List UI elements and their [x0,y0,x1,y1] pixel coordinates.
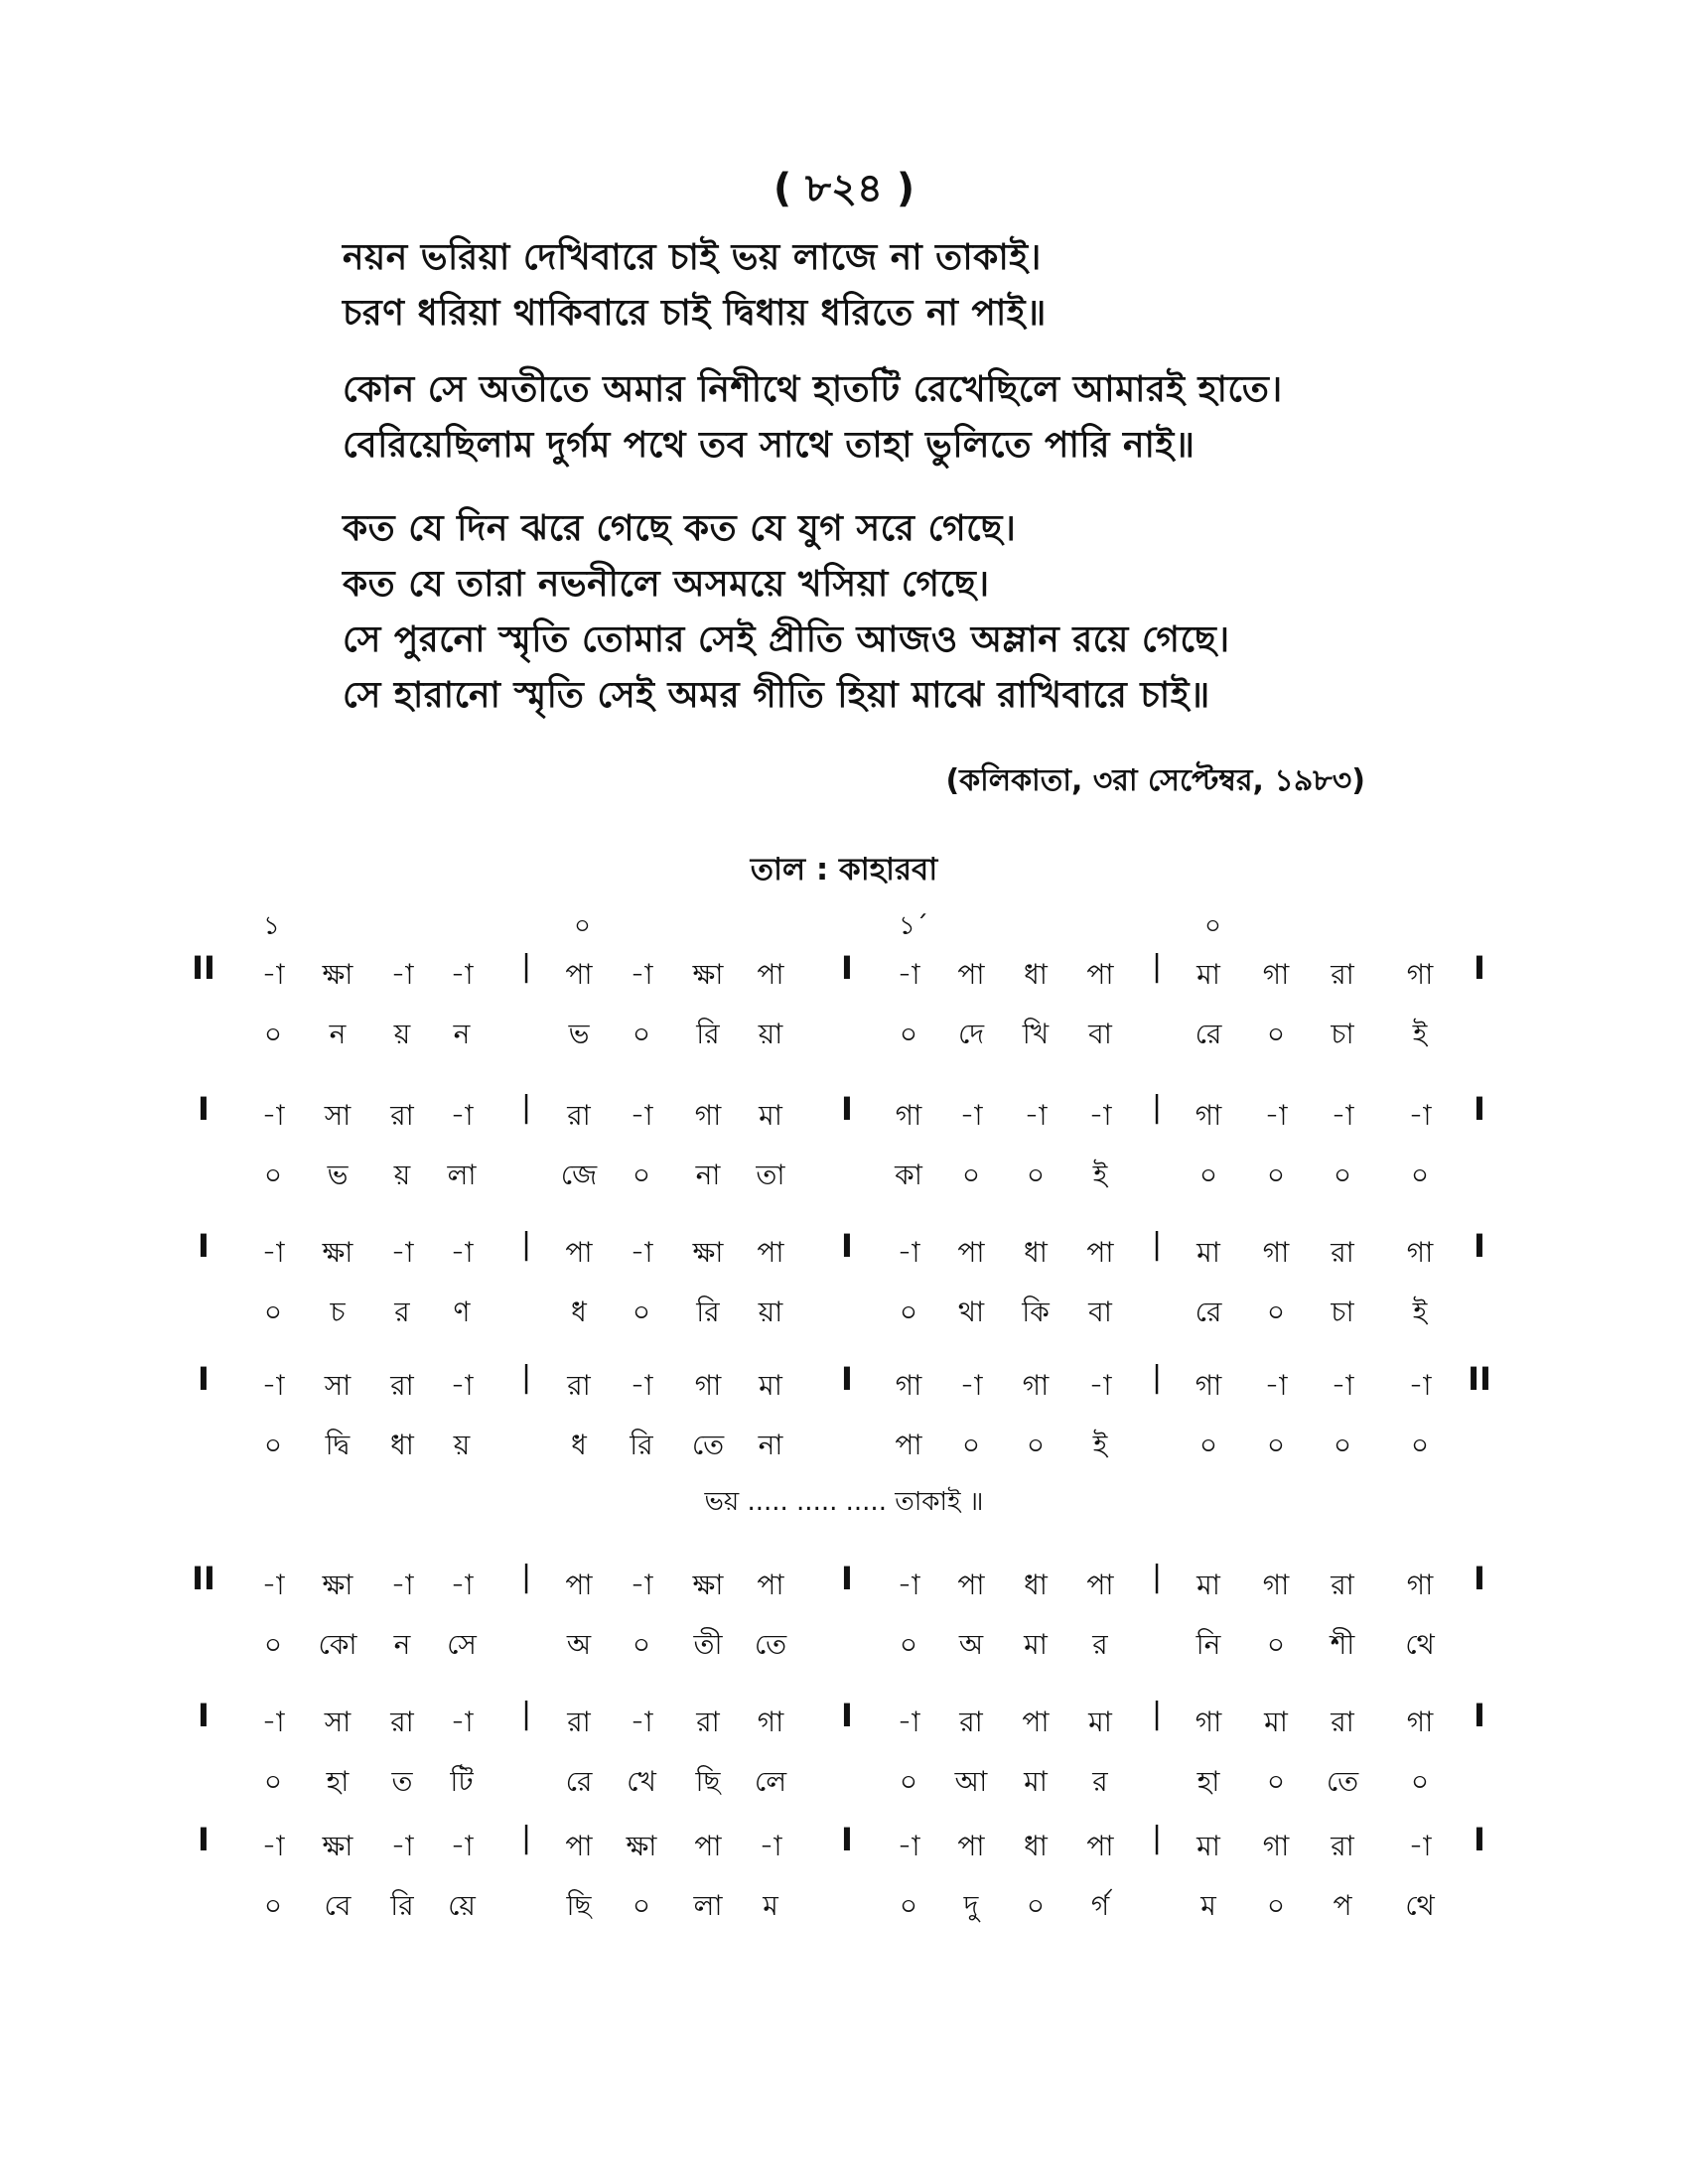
lyric-syllable: টি [450,1765,474,1798]
bar-line: | [1151,949,1163,984]
swara-note: পা [957,958,985,991]
lyric-line: সে পুরনো স্মৃতি তোমার সেই প্রীতি আজও অম্লান রয়ে গেছে। [343,619,1230,660]
swara-note: -া [897,1236,920,1269]
lyric-syllable: বে [324,1889,352,1922]
lyric-syllable: ম [763,1889,778,1922]
lyric-syllable: রি [696,1018,720,1050]
lyric-syllable: খে [627,1765,656,1798]
lyric-syllable: ম [1200,1889,1216,1922]
swara-note: মা [1088,1706,1112,1738]
swara-note: গা [694,1099,722,1132]
swara-note: -া [630,1706,653,1738]
lyric-syllable: ০ [1026,1889,1046,1922]
swara-note: রা [567,1706,591,1738]
lyric-syllable: ০ [1266,1018,1286,1050]
lyric-syllable: ০ [961,1429,981,1461]
swara-note: গা [1406,1569,1434,1601]
lyric-syllable: জে [560,1159,598,1191]
swara-note: পা [757,1569,784,1601]
lyric-syllable: তে [691,1429,725,1461]
swara-note: -া [630,1099,653,1132]
lyric-line: বেরিয়েছিলাম দুর্গম পথে তব সাথে তাহা ভুলিতে পারি নাই॥ [343,425,1196,466]
swara-note: -া [897,958,920,991]
bar-line: I [198,1821,210,1858]
lyric-syllable: ০ [1026,1429,1046,1461]
swara-note: রা [1331,1569,1354,1601]
swara-note: -া [390,958,414,991]
swara-note: ক্ষা [322,1569,353,1601]
lyric-syllable: ০ [1198,1429,1218,1461]
swara-note: পা [565,1830,593,1862]
swara-note: রা [567,1099,591,1132]
lyric-syllable: ০ [1266,1889,1286,1922]
lyric-syllable: না [758,1429,783,1461]
lyric-syllable: ন [329,1018,347,1050]
beat-mark: ০ [574,911,591,941]
swara-note: -া [261,1706,285,1738]
lyric-syllable: বা [1088,1296,1112,1328]
swara-note: -া [1408,1099,1432,1132]
swara-note: গা [1195,1099,1222,1132]
swara-note: পা [565,1569,593,1601]
swara-note: ধা [1024,1830,1048,1862]
lyric-syllable: র [394,1296,410,1328]
bar-line: | [1151,1090,1163,1125]
lyric-syllable: চা [1331,1018,1354,1050]
bar-line: | [1151,1697,1163,1731]
swara-note: মা [1196,1830,1220,1862]
bar-line: I [198,1227,210,1265]
lyric-syllable: লা [693,1889,723,1922]
swara-note: পা [565,1236,593,1269]
swara-note: পা [957,1830,985,1862]
bar-line: | [1151,1560,1163,1594]
swara-note: মা [1264,1706,1288,1738]
lyric-syllable: ই [1412,1018,1428,1050]
lyric-syllable: ০ [1410,1159,1430,1191]
swara-note: -া [759,1830,782,1862]
lyric-syllable: রে [1195,1018,1222,1050]
swara-note: -া [450,1369,474,1402]
lyric-syllable: ০ [1198,1159,1218,1191]
lyric-syllable: ন [453,1018,471,1050]
swara-note: রা [696,1706,720,1738]
lyric-syllable: শী [1330,1628,1355,1661]
swara-note: -া [1331,1369,1354,1402]
page-number: ( ৮২৪ ) [773,166,915,211]
swara-note: -া [1408,1369,1432,1402]
bar-line: I [841,1227,853,1265]
lyric-syllable: থা [957,1296,985,1328]
bar-line: | [520,949,532,984]
lyric-syllable: থে [1405,1628,1435,1661]
swara-note: -া [1024,1099,1048,1132]
lyric-syllable: তী [693,1628,723,1661]
lyric-syllable: আ [954,1765,988,1798]
swara-note: -া [261,1569,285,1601]
place-date: (কলিকাতা, ৩রা সেপ্টেম্বর, ১৯৮৩) [945,763,1365,798]
lyric-syllable: ০ [632,1628,651,1661]
lyric-syllable: দ্বি [325,1429,351,1461]
swara-note: পা [1086,1830,1114,1862]
lyric-syllable: ধা [390,1429,414,1461]
bar-line: II [192,949,215,987]
lyric-syllable: য় [393,1018,411,1050]
lyric-syllable: তা [756,1159,785,1191]
swara-note: ধা [1024,958,1048,991]
swara-note: গা [1195,1706,1222,1738]
swara-note: রা [1331,1236,1354,1269]
lyric-line: নয়ন ভরিয়া দেখিবারে চাই ভয় লাজে না তাকাই। [343,237,1042,278]
swara-note: রা [1331,958,1354,991]
lyric-syllable: ই [1092,1159,1108,1191]
lyric-syllable: ০ [1266,1296,1286,1328]
lyric-syllable: ০ [899,1018,918,1050]
swara-note: -া [1264,1369,1288,1402]
swara-note: সা [324,1369,352,1402]
swara-note: -া [450,958,474,991]
lyric-syllable: রে [1195,1296,1222,1328]
swara-note: -া [630,1369,653,1402]
lyric-syllable: কো [318,1628,357,1661]
lyric-syllable: ০ [1410,1429,1430,1461]
swara-note: -া [450,1099,474,1132]
lyric-syllable: হা [326,1765,350,1798]
lyric-syllable: র্গ [1090,1889,1110,1922]
bar-line: I [841,949,853,987]
swara-note: পা [1086,1569,1114,1601]
bar-line: | [520,1227,532,1262]
lyric-syllable: দে [957,1018,985,1050]
swara-note: -া [1408,1830,1432,1862]
swara-note: ক্ষা [692,1569,724,1601]
lyric-syllable: ০ [263,1628,283,1661]
swara-note: -া [897,1569,920,1601]
lyric-syllable: য়া [758,1296,783,1328]
lyric-syllable: লে [754,1765,787,1798]
swara-note: পা [757,958,784,991]
swara-note: সা [324,1099,352,1132]
lyric-syllable: ই [1092,1429,1108,1461]
lyric-syllable: ধ [571,1429,587,1461]
lyric-syllable: ০ [263,1429,283,1461]
swara-note: রা [1331,1706,1354,1738]
lyric-syllable: ন [393,1628,411,1661]
lyric-syllable: অ [566,1628,592,1661]
bar-line: I [1474,1821,1485,1858]
swara-note: পা [565,958,593,991]
swara-note: রা [390,1706,414,1738]
beat-mark: ১´ [899,911,928,941]
swara-note: -া [630,1236,653,1269]
swara-note: গা [1195,1369,1222,1402]
swara-note: রা [567,1369,591,1402]
swara-note: ক্ষা [322,1830,353,1862]
lyric-syllable: ণ [453,1296,471,1328]
swara-note: গা [895,1099,922,1132]
lyric-syllable: সে [447,1628,477,1661]
swara-note: মা [1196,958,1220,991]
bar-line: I [841,1560,853,1597]
swara-note: -া [390,1830,414,1862]
swara-note: মা [759,1099,782,1132]
swara-note: -া [630,958,653,991]
lyric-syllable: নি [1196,1628,1221,1661]
lyric-syllable: ০ [263,1889,283,1922]
lyric-syllable: ০ [899,1889,918,1922]
swara-note: মা [1196,1569,1220,1601]
lyric-line: কত যে তারা নভনীলে অসময়ে খসিয়া গেছে। [343,564,990,605]
bar-line: II [192,1560,215,1597]
lyric-syllable: ০ [632,1159,651,1191]
swara-note: -া [450,1236,474,1269]
swara-note: রা [390,1099,414,1132]
lyric-syllable: ০ [263,1296,283,1328]
bar-line: | [1151,1360,1163,1395]
bar-line: I [198,1090,210,1128]
lyric-syllable: ০ [263,1018,283,1050]
lyric-syllable: ভ [327,1159,349,1191]
lyric-syllable: রি [390,1889,414,1922]
bar-line: | [520,1360,532,1395]
lyric-syllable: য় [453,1429,471,1461]
lyric-line: চরণ ধরিয়া থাকিবারে চাই দ্বিধায় ধরিতে না পাই॥ [343,293,1047,334]
swara-note: -া [959,1099,983,1132]
swara-note: পা [694,1830,722,1862]
lyric-syllable: ধ [571,1296,587,1328]
lyric-syllable: ০ [899,1628,918,1661]
swara-note: গা [1022,1369,1050,1402]
lyric-syllable: ০ [1266,1429,1286,1461]
swara-note: গা [1262,1236,1290,1269]
bar-line: | [520,1090,532,1125]
lyric-syllable: পা [895,1429,922,1461]
lyric-syllable: ০ [632,1296,651,1328]
swara-note: ধা [1024,1569,1048,1601]
swara-note: পা [957,1236,985,1269]
swara-note: ধা [1024,1236,1048,1269]
swara-note: ক্ষা [692,1236,724,1269]
lyric-syllable: য় [393,1159,411,1191]
beat-mark: ০ [1204,911,1221,941]
swara-note: গা [895,1369,922,1402]
swara-note: -া [1088,1099,1112,1132]
lyric-line: সে হারানো স্মৃতি সেই অমর গীতি হিয়া মাঝে রাখিবারে চাই॥ [343,675,1210,716]
swara-note: গা [1406,1706,1434,1738]
swara-note: -া [261,1830,285,1862]
lyric-syllable: ছি [695,1765,721,1798]
swara-note: -া [261,1099,285,1132]
lyric-syllable: র [1092,1628,1108,1661]
swara-note: সা [324,1706,352,1738]
swara-note: ক্ষা [626,1830,657,1862]
bar-line: I [198,1697,210,1734]
lyric-syllable: প [1333,1889,1352,1922]
lyric-syllable: ০ [1410,1765,1430,1798]
swara-note: -া [1331,1099,1354,1132]
lyric-syllable: চ [330,1296,346,1328]
swara-note: -া [390,1569,414,1601]
lyric-syllable: ০ [632,1018,651,1050]
swara-note: -া [450,1830,474,1862]
swara-note: ক্ষা [322,958,353,991]
lyric-line: কোন সে অতীতে অমার নিশীথে হাতটি রেখেছিলে আমারই হাতে। [343,369,1283,410]
beat-mark: ১ [263,911,280,941]
lyric-syllable: দু [963,1889,979,1922]
lyric-syllable: কি [1022,1296,1050,1328]
bar-line: | [1151,1821,1163,1855]
swara-note: পা [1022,1706,1050,1738]
lyric-syllable: য়ে [448,1889,476,1922]
bar-line: | [520,1697,532,1731]
swara-note: -া [450,1569,474,1601]
lyric-syllable: ০ [1266,1159,1286,1191]
lyric-syllable: ০ [961,1159,981,1191]
lyric-syllable: মা [1024,1628,1048,1661]
lyric-syllable: ০ [899,1296,918,1328]
lyric-line: কত যে দিন ঝরে গেছে কত যে যুগ সরে গেছে। [343,508,1017,549]
lyric-syllable: ০ [632,1889,651,1922]
swara-note: রা [1331,1830,1354,1862]
swara-note: -া [390,1236,414,1269]
swara-note: ক্ষা [322,1236,353,1269]
lyric-syllable: ০ [263,1159,283,1191]
swara-note: পা [1086,1236,1114,1269]
bar-line: I [1474,949,1485,987]
lyric-syllable: ০ [263,1765,283,1798]
lyric-syllable: ০ [1266,1765,1286,1798]
lyric-syllable: না [695,1159,721,1191]
swara-note: -া [630,1569,653,1601]
lyric-syllable: মা [1024,1765,1048,1798]
swara-note: গা [1406,958,1434,991]
tala-heading: তাল : কাহারবা [750,852,938,887]
lyric-syllable: রে [565,1765,593,1798]
swara-note: গা [1406,1236,1434,1269]
bar-line: I [1474,1227,1485,1265]
swara-note: পা [1086,958,1114,991]
lyric-syllable: তে [754,1628,787,1661]
lyric-syllable: হা [1196,1765,1220,1798]
bar-line: I [841,1360,853,1398]
swara-note: -া [1088,1369,1112,1402]
swara-note: পা [757,1236,784,1269]
lyric-syllable: ই [1412,1296,1428,1328]
bar-line: I [1474,1697,1485,1734]
bar-line: I [841,1090,853,1128]
lyric-syllable: অ [958,1628,984,1661]
swara-note: মা [759,1369,782,1402]
lyric-syllable: রি [696,1296,720,1328]
swara-note: গা [757,1706,784,1738]
swara-note: -া [1264,1099,1288,1132]
lyric-syllable: খি [1022,1018,1050,1050]
swara-note: মা [1196,1236,1220,1269]
lyric-syllable: ০ [1333,1159,1352,1191]
swara-note: গা [694,1369,722,1402]
swara-note: পা [957,1569,985,1601]
lyric-syllable: ০ [1266,1628,1286,1661]
swara-note: রা [390,1369,414,1402]
swara-note: -া [261,958,285,991]
swara-note: -া [897,1830,920,1862]
swara-note: গা [1262,1569,1290,1601]
bar-line: I [1474,1560,1485,1597]
swara-note: রা [959,1706,983,1738]
lyric-syllable: চা [1331,1296,1354,1328]
lyric-syllable: কা [895,1159,922,1191]
lyric-syllable: ত [391,1765,413,1798]
swara-note: গা [1262,1830,1290,1862]
swara-note: গা [1262,958,1290,991]
lyric-syllable: ছি [566,1889,592,1922]
swara-note: -া [450,1706,474,1738]
lyric-syllable: র [1092,1765,1108,1798]
lyric-syllable: ০ [1026,1159,1046,1191]
swara-note: -া [959,1369,983,1402]
swara-note: -া [897,1706,920,1738]
lyric-syllable: ০ [899,1765,918,1798]
lyric-syllable: রি [630,1429,653,1461]
swara-note: -া [261,1236,285,1269]
lyric-syllable: ভ [568,1018,590,1050]
lyric-syllable: তে [1326,1765,1359,1798]
lyric-syllable: লা [447,1159,477,1191]
lyric-syllable: বা [1088,1018,1112,1050]
swara-note: ক্ষা [692,958,724,991]
bar-line: I [841,1821,853,1858]
bar-line: | [520,1821,532,1855]
bar-line: | [1151,1227,1163,1262]
bar-line: I [841,1697,853,1734]
swara-note: -া [261,1369,285,1402]
lyric-syllable: ০ [1333,1429,1352,1461]
lyric-syllable: য়া [758,1018,783,1050]
bar-line: I [198,1360,210,1398]
bar-line: | [520,1560,532,1594]
lyric-syllable: থে [1405,1889,1435,1922]
repeat-note: ভয় ..... ..... ..... তাকাই ॥ [704,1487,984,1517]
bar-line: I [1474,1090,1485,1128]
bar-line: II [1468,1360,1491,1398]
